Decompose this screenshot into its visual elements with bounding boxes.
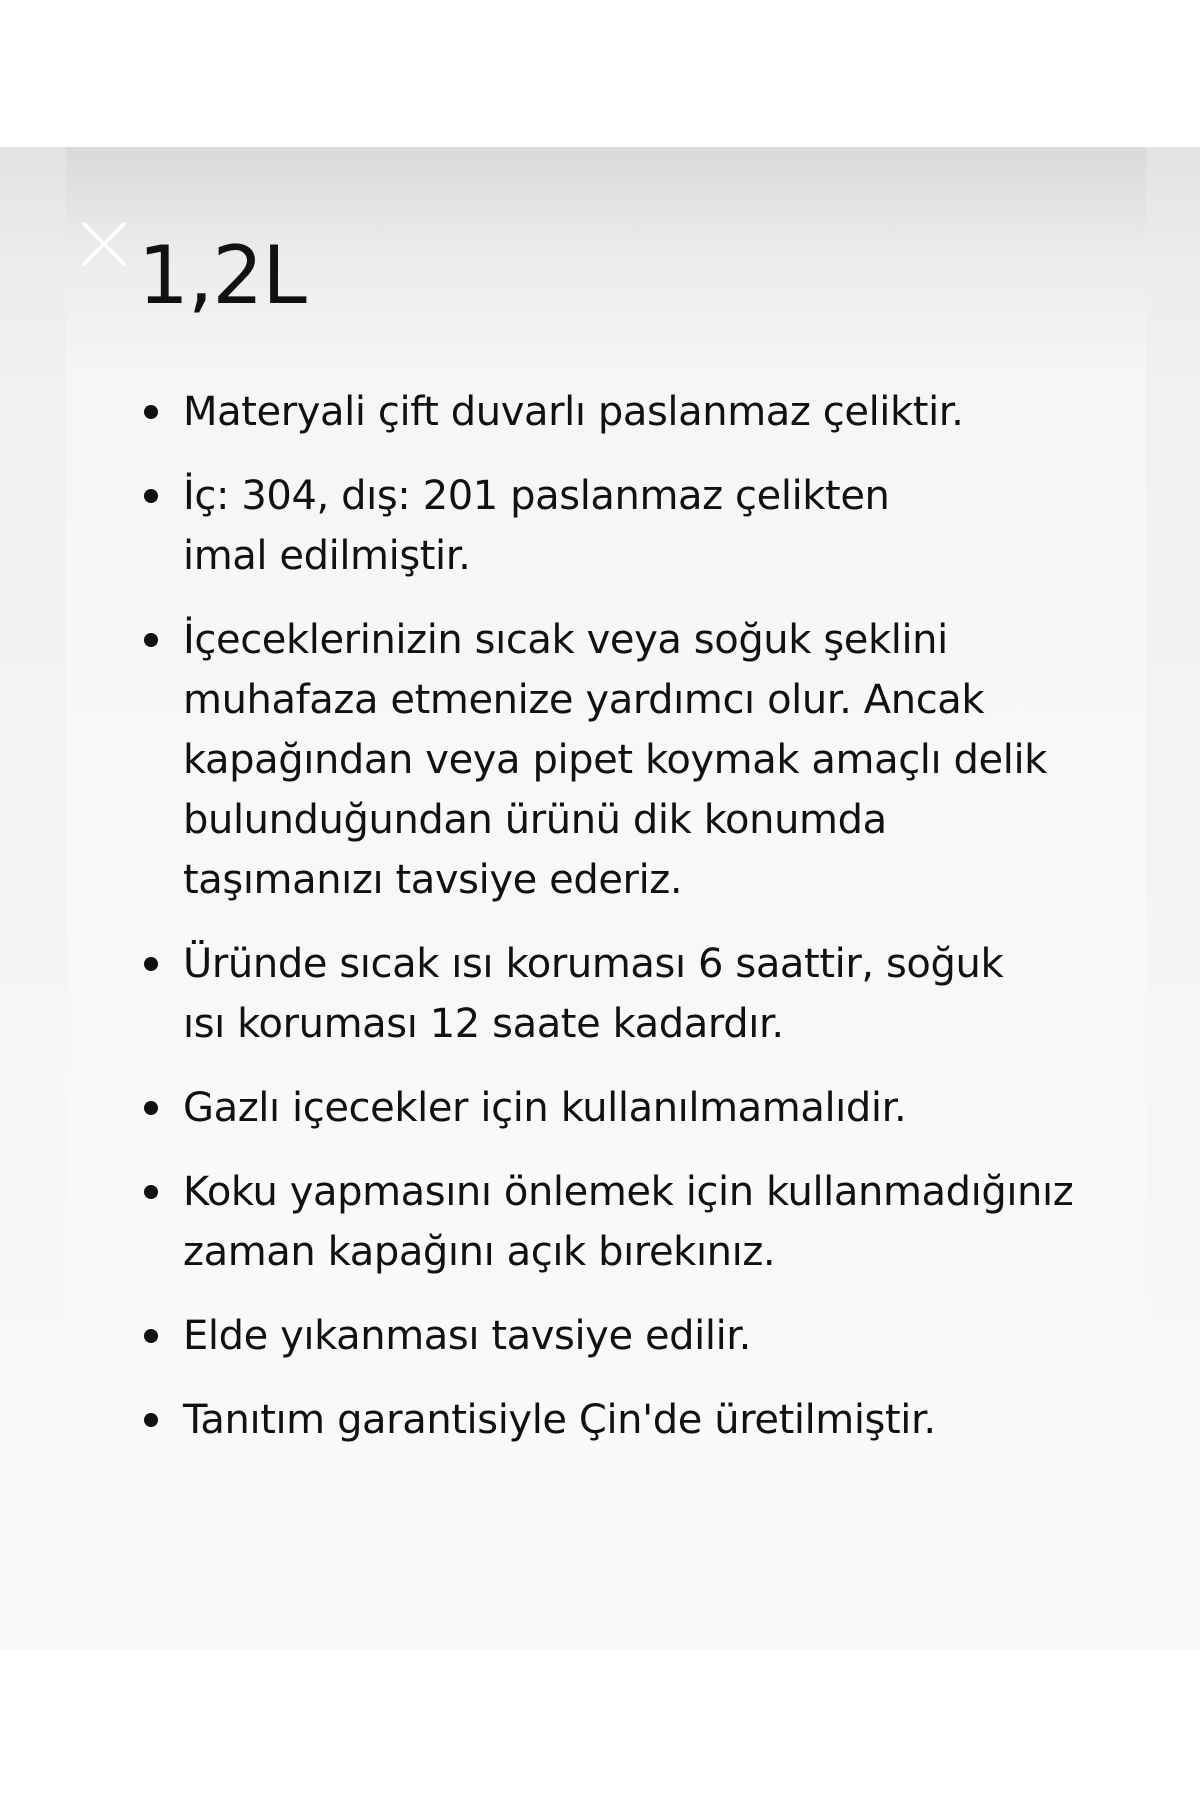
card-edge-left <box>0 147 66 1650</box>
feature-text: Tanıtım garantisiyle Çin'de üretilmiştir. <box>183 1397 936 1443</box>
feature-item-carbonated <box>140 1078 1100 1138</box>
feature-item-origin <box>140 1390 1100 1450</box>
close-button[interactable] <box>80 220 128 268</box>
feature-text: Materyali çift duvarlı paslanmaz çeliktir. <box>183 389 964 435</box>
feature-item-hand-wash <box>140 1306 1100 1366</box>
feature-item-insulation-duration <box>140 934 1100 1054</box>
feature-text: İçeceklerinizin sıcak veya soğuk şeklini muhafaza etmenize yardımcı olur. Ancak kapağından veya pipet koymak amaçlı delik bulunduğundan ürünü dik konumda taşımanızı tavsiye ederiz. <box>183 617 1047 903</box>
feature-text: Gazlı içecekler için kullanılmamalıdir. <box>183 1085 907 1131</box>
feature-item-odor <box>140 1162 1100 1282</box>
close-icon <box>80 220 128 268</box>
feature-item-inner-outer <box>140 466 1100 586</box>
feature-text: Elde yıkanması tavsiye edilir. <box>183 1313 752 1359</box>
feature-text: İç: 304, dış: 201 paslanmaz çelikten imal edilmiştir. <box>183 473 890 579</box>
feature-item-material <box>140 382 1100 442</box>
feature-text: Koku yapmasını önlemek için kullanmadığınız zaman kapağını açık bırekınız. <box>183 1169 1074 1275</box>
card-edge-right <box>1146 147 1200 1650</box>
product-title: 1,2L <box>138 229 306 322</box>
feature-list <box>140 382 1100 1474</box>
feature-item-temperature <box>140 610 1100 910</box>
feature-text: Üründe sıcak ısı koruması 6 saattir, soğuk ısı koruması 12 saate kadardır. <box>183 941 1004 1047</box>
